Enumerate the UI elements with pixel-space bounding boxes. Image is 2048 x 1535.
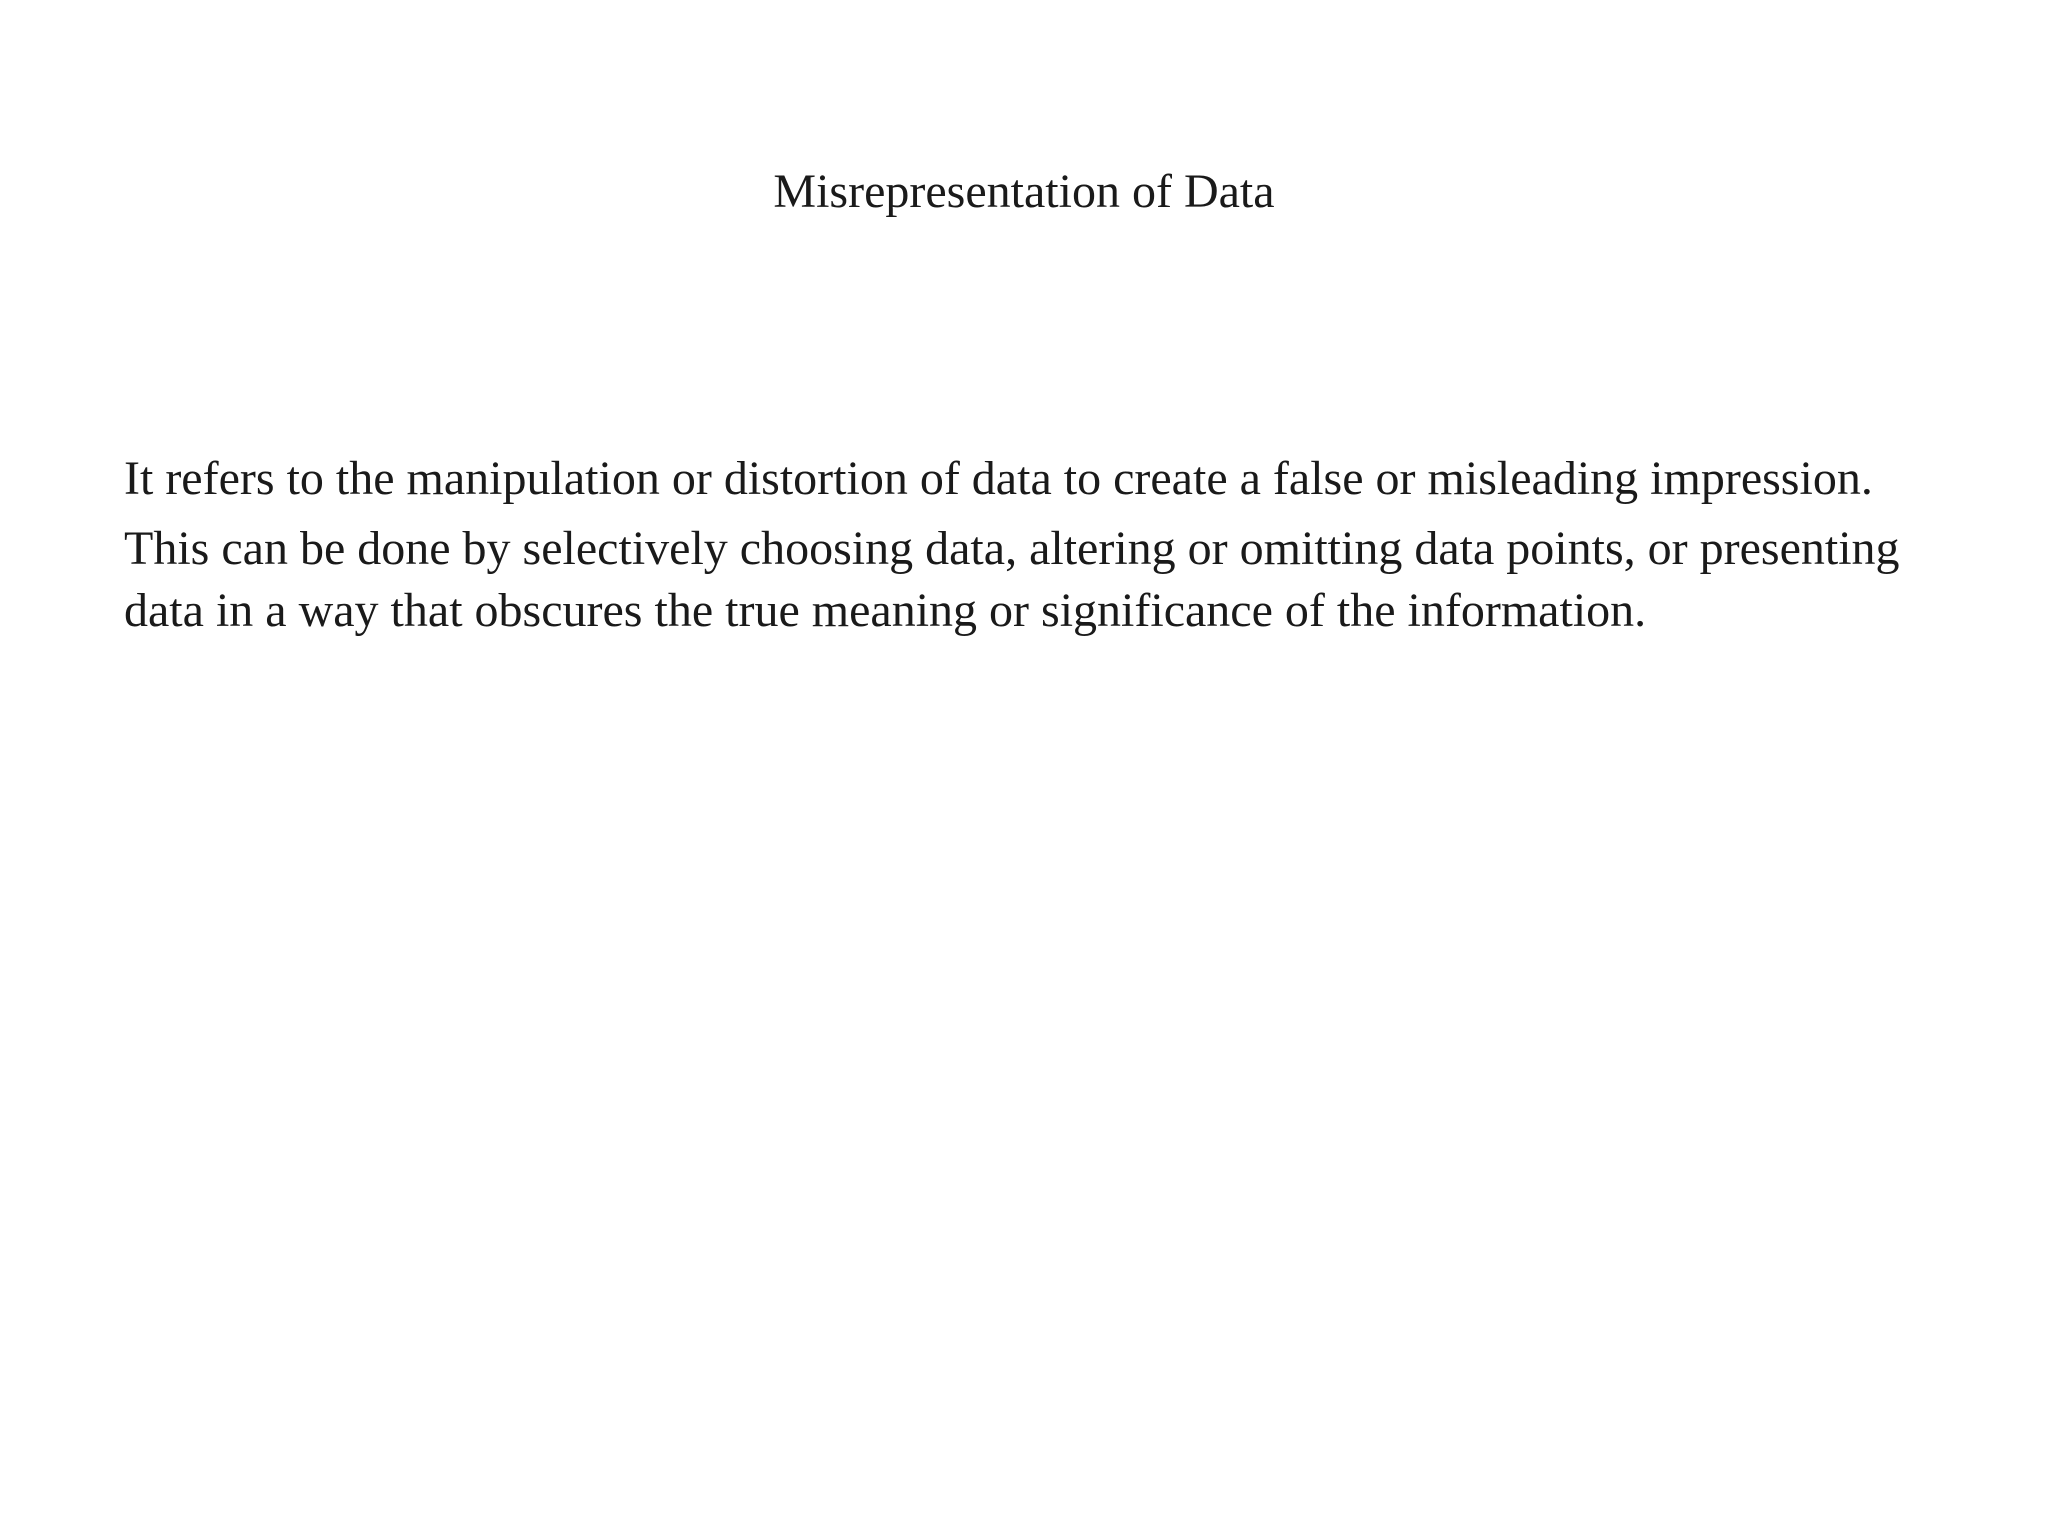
body-paragraph-2: This can be done by selectively choosing data, altering or omitting data points, or presenting data in a way that obscures the true meaning or significance of the information.	[124, 522, 1900, 637]
slide-title: Misrepresentation of Data	[773, 165, 1275, 218]
slide-body	[124, 448, 1944, 650]
body-paragraph-1: It refers to the manipulation or distortion of data to create a false or misleading impression.	[124, 452, 1873, 505]
